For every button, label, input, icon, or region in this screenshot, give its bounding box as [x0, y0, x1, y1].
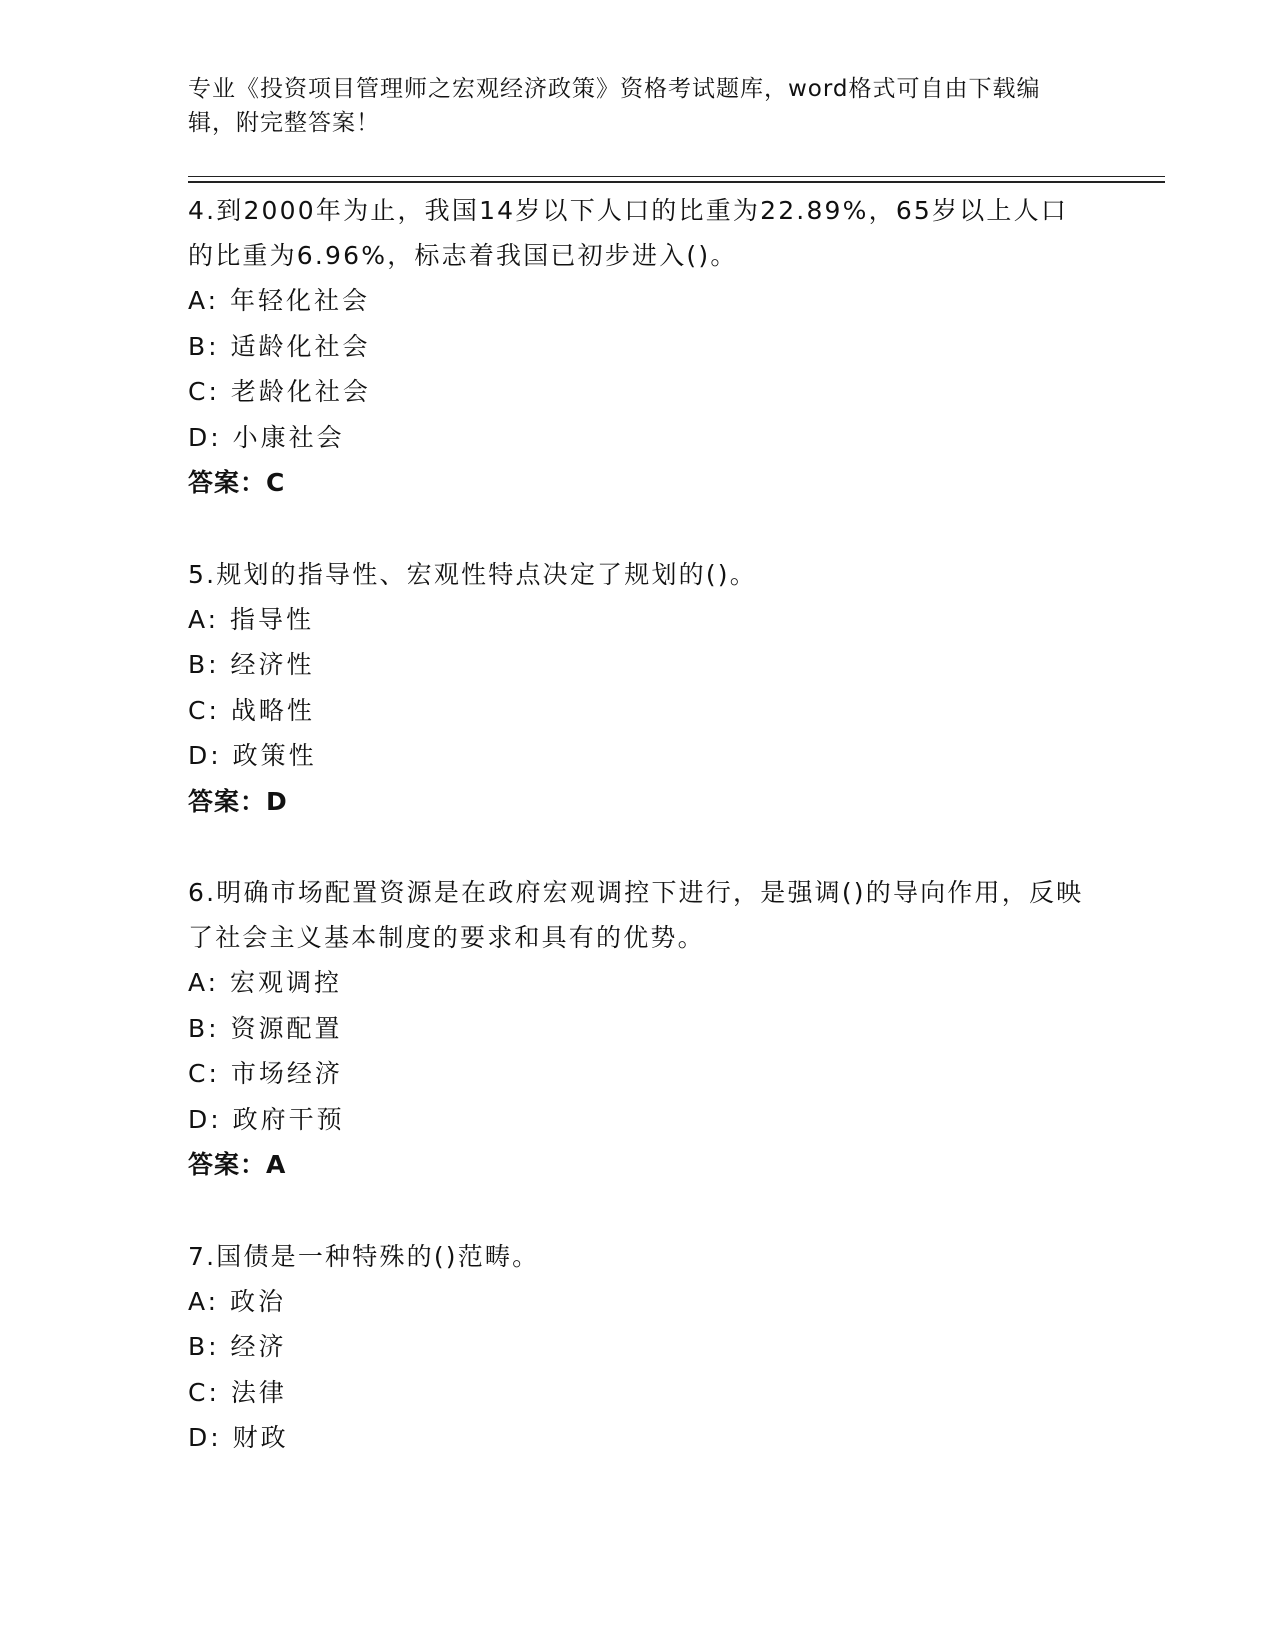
question-4 [188, 188, 1088, 506]
option-a: A: 政治 [188, 1286, 287, 1316]
question-stem: 4.到2000年为止，我国14岁以下人口的比重为22.89%，65岁以上人口的比重为6.96%，标志着我国已初步进入()。 [188, 196, 1069, 270]
option-b: B: 经济性 [188, 650, 315, 679]
header-rule-thick [188, 181, 1165, 183]
option-d: D: 财政 [188, 1423, 289, 1452]
answer-line: 答案：D [188, 786, 288, 816]
option-b: B: 资源配置 [188, 1013, 343, 1043]
question-list [188, 188, 1088, 1461]
option-d: D: 政府干预 [188, 1104, 345, 1134]
question-stem: 7.国债是一种特殊的()范畴。 [188, 1241, 540, 1271]
answer-line: 答案：A [188, 1150, 287, 1179]
header-rule-thin [188, 176, 1165, 177]
option-c: C: 市场经济 [188, 1059, 343, 1088]
question-stem: 5.规划的指导性、宏观性特点决定了规划的()。 [188, 559, 757, 589]
option-c: C: 战略性 [188, 695, 315, 725]
document-header: 专业《投资项目管理师之宏观经济政策》资格考试题库，word格式可自由下载编辑，附完整答案！ [188, 76, 1041, 136]
option-c: C: 老龄化社会 [188, 377, 371, 406]
option-d: D: 政策性 [188, 741, 317, 770]
question-6 [188, 870, 1088, 1188]
option-a: A: 年轻化社会 [188, 286, 371, 315]
option-b: B: 经济 [188, 1332, 287, 1361]
answer-line: 答案：C [188, 468, 286, 497]
question-7 [188, 1234, 1088, 1461]
option-d: D: 小康社会 [188, 422, 345, 452]
option-a: A: 指导性 [188, 604, 315, 634]
option-a: A: 宏观调控 [188, 968, 343, 997]
option-c: C: 法律 [188, 1377, 287, 1407]
question-5 [188, 552, 1088, 825]
option-b: B: 适龄化社会 [188, 331, 371, 361]
question-stem: 6.明确市场配置资源是在政府宏观调控下进行，是强调()的导向作用，反映了社会主义基本制度的要求和具有的优势。 [188, 878, 1084, 952]
